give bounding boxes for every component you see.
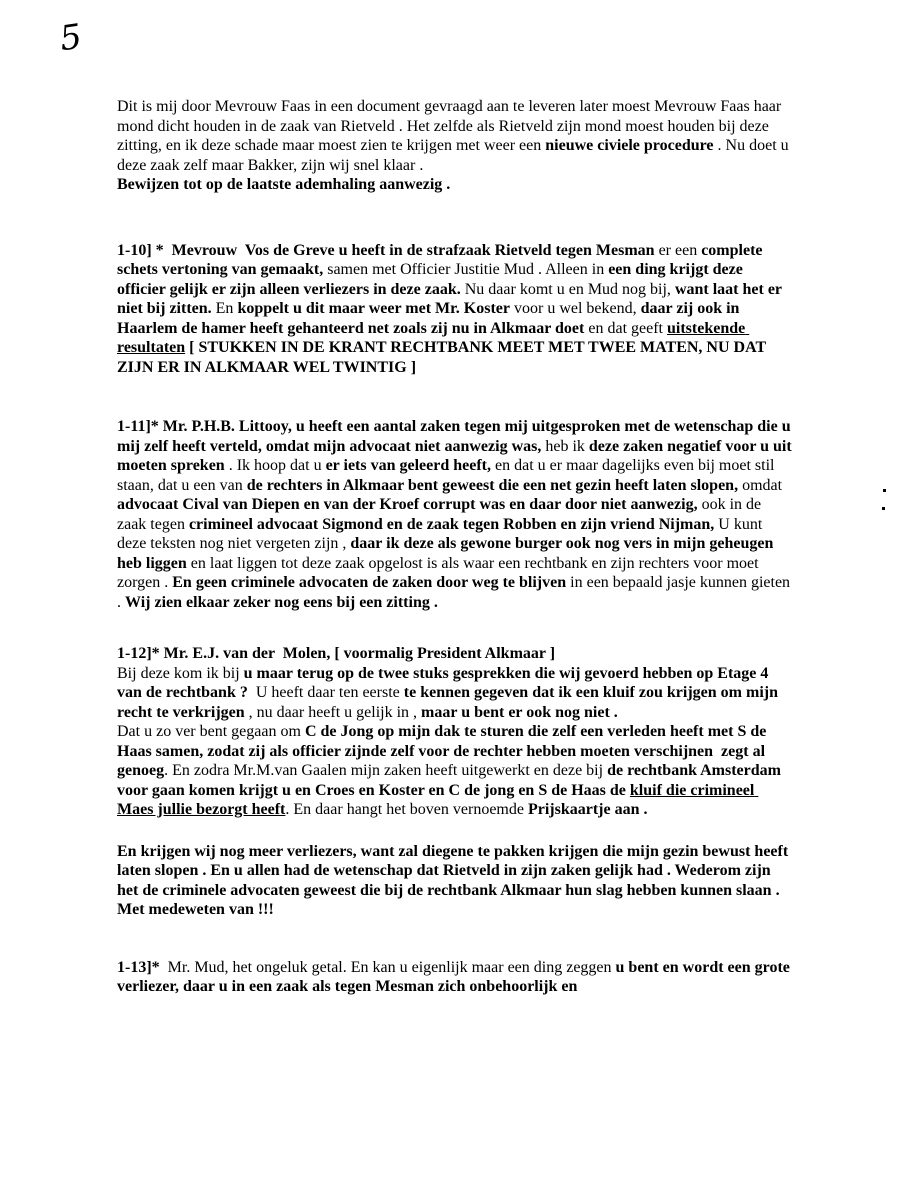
scan-speck <box>883 489 886 492</box>
paragraph-item-1-11: 1-11]* Mr. P.H.B. Littooy, u heeft een aantal zaken tegen mij uitgesproken met de wetenschap die u mij zelf heeft verteld, omdat mijn advocaat niet aanwezig was, heb ik deze zaken negatief voor u uit moeten spreken . Ik hoop dat u er iets van geleerd heeft, en dat u er maar dagelijks even bij moet stil staan, dat u een van de rechters in Alkmaar bent geweest die een net gezin heeft laten slopen, omdat advocaat Cival van Diepen en van der Kroef corrupt was en daar door niet aanwezig, ook in de zaak tegen crimineel advocaat Sigmond en de zaak tegen Robben en zijn vriend Nijman, U kunt deze teksten nog niet vergeten zijn , daar ik deze als gewone burger ook nog vers in mijn geheugen heb liggen en laat liggen tot deze zaak opgelost is als waar een rechtbank en zijn rechters voor moet zorgen . En geen criminele advocaten de zaken door weg te blijven in een bepaald jasje kunnen gieten . Wij zien elkaar zeker nog eens bij een zitting . <box>117 418 796 611</box>
paragraph-item-1-13: 1-13]* Mr. Mud, het ongeluk getal. En kan u eigenlijk maar een ding zeggen u bent en wordt een grote verliezer, daar u in een zaak als tegen Mesman zich onbehoorlijk en <box>117 958 794 995</box>
paragraph-intro: Dit is mij door Mevrouw Faas in een document gevraagd aan te leveren later moest Mevrouw Faas haar mond dicht houden in de zaak van Rietveld . Het zelfde als Rietveld zijn mond moest houden bij deze zitting, en ik deze schade maar moest zien te krijgen met weer een nieuwe civiele procedure . Nu doet u deze zaak zelf maar Bakker, zijn wij snel klaar . Bewijzen tot op de laatste ademhaling aanwezig . <box>117 98 793 193</box>
paragraph-item-1-12-heading: 1-12]* Mr. E.J. van der Molen, [ voormalig President Alkmaar ] <box>117 645 556 662</box>
paragraph-more-losers: En krijgen wij nog meer verliezers, want zal diegene te pakken krijgen die mijn gezin bewust heeft laten slopen . En u allen had de wetenschap dat Rietveld in zijn zaken gelijk had . Wederom zijn het de criminele advocaten geweest die bij de rechtbank Alkmaar hun slag hebben kunnen slaan . Met medeweten van !!! <box>117 842 793 918</box>
paragraph-item-1-12-part1: Bij deze kom ik bij u maar terug op de twee stuks gesprekken die wij gevoerd hebben op Etage 4 van de rechtbank ? U heeft daar ten eerste te kennen gegeven dat ik een kluif zou krijgen om mijn recht te verkrijgen , nu daar heeft u gelijk in , maar u bent er ook nog niet . <box>117 664 782 721</box>
document-body <box>117 97 796 997</box>
scan-speck <box>882 507 885 510</box>
handwritten-page-number: 5 <box>57 16 85 60</box>
paragraph-item-1-10: 1-10] * Mevrouw Vos de Greve u heeft in de strafzaak Rietveld tegen Mesman er een complete schets vertoning van gemaakt, samen met Officier Justitie Mud . Alleen in een ding krijgt deze officier gelijk er zijn alleen verliezers in deze zaak. Nu daar komt u en Mud nog bij, want laat het er niet bij zitten. En koppelt u dit maar weer met Mr. Koster voor u wel bekend, daar zij ook in Haarlem de hamer heeft gehanteerd net zoals zij nu in Alkmaar doet en dat geeft uitstekende resultaten [ STUKKEN IN DE KRANT RECHTBANK MEET MET TWEE MATEN, NU DAT ZIJN ER IN ALKMAAR WEL TWINTIG ] <box>117 241 786 376</box>
paragraph-item-1-12-part2: Dat u zo ver bent gegaan om C de Jong op mijn dak te sturen die zelf een verleden heeft met S de Haas samen, zodat zij als officier zijnde zelf voor de rechter hebben moeten verschijnen zegt al genoeg. En zodra Mr.M.van Gaalen mijn zaken heeft uitgewerkt en deze bij de rechtbank Amsterdam voor gaan komen krijgt u en Croes en Koster en C de jong en S de Haas de kluif die crimineel Maes jullie bezorgt heeft. En daar hangt het boven vernoemde Prijskaartje aan . <box>117 723 785 818</box>
